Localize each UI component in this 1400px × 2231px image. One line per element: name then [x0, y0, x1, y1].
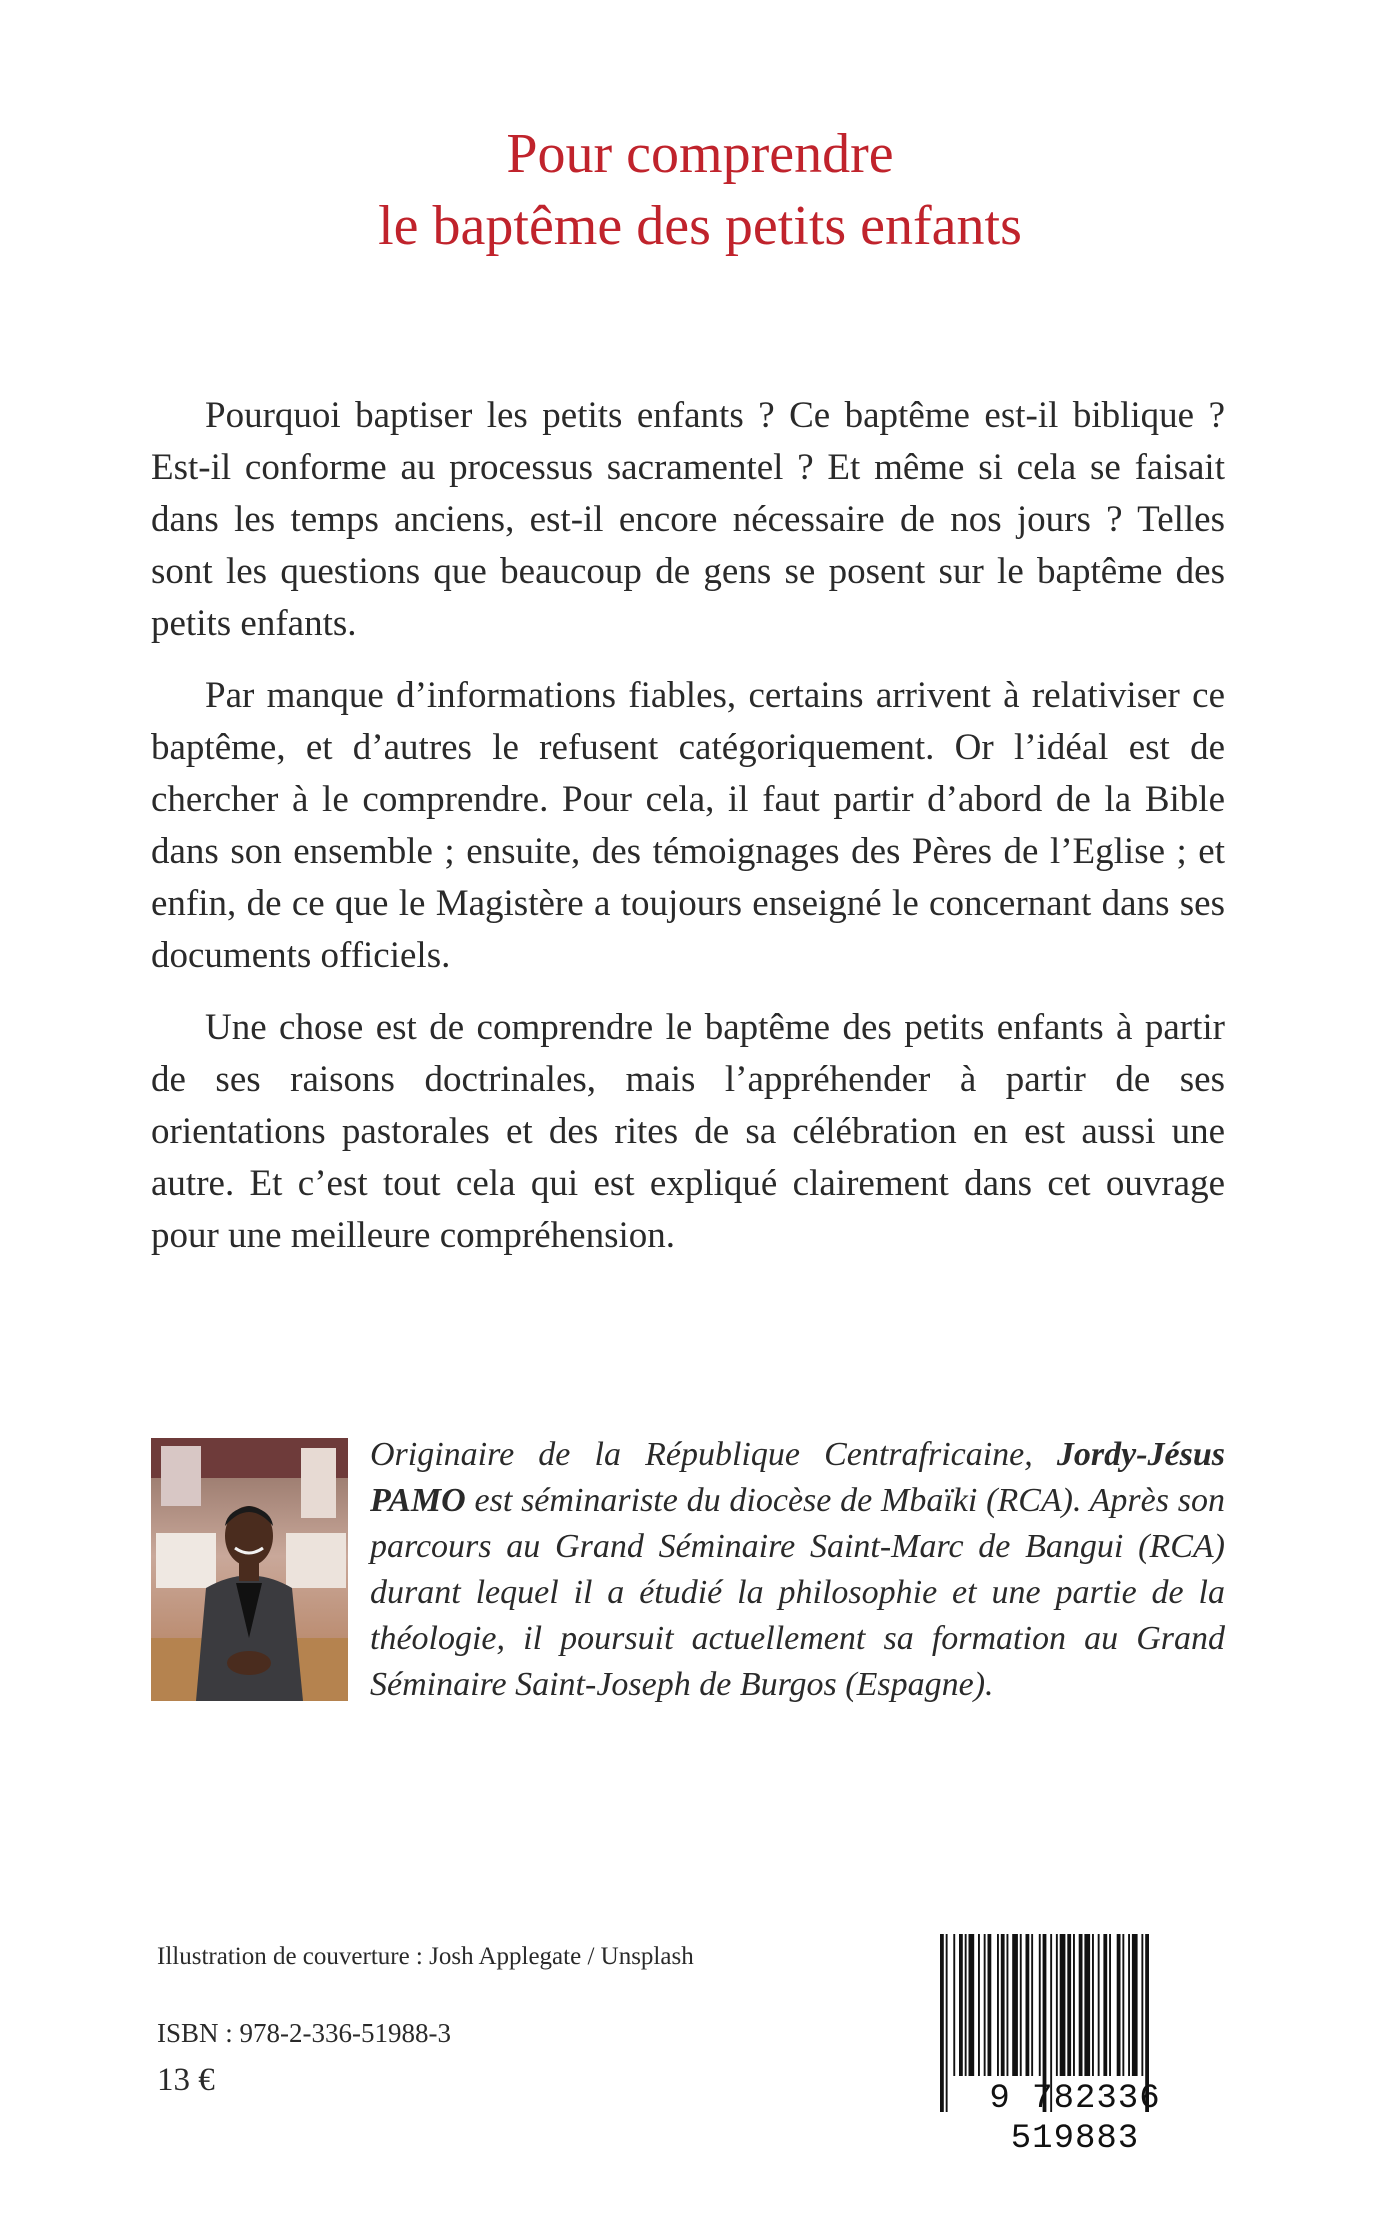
barcode-bar: [988, 1934, 992, 2076]
barcode-bar: [965, 1934, 967, 2076]
barcode-bar: [1117, 1934, 1121, 2076]
barcode-bar: [1141, 1934, 1143, 2076]
author-photo: [151, 1438, 348, 1701]
book-summary: [151, 390, 1225, 1282]
barcode-bar: [997, 1934, 999, 2076]
barcode-bar: [1056, 1934, 1058, 2076]
author-name: Jordy-Jésus PAMO: [370, 1436, 1225, 1519]
barcode-bar: [1098, 1934, 1100, 2076]
summary-paragraph-1: Pourquoi baptiser les petits enfants ? Ce baptême est-il biblique ? Est-il conforme au processus sacramentel ? Et même si cela se faisait dans les temps anciens, est-il encore nécessaire de nos jours ? Telles sont les questions que beaucoup de gens se posent sur le baptême des petits enfants.: [151, 395, 1225, 644]
isbn: ISBN : 978-2-336-51988-3: [157, 2018, 451, 2048]
price: 13 €: [157, 2062, 215, 2098]
barcode-bar: [959, 1934, 963, 2076]
author-bio: [370, 1432, 1225, 1708]
barcode-bar: [1073, 1934, 1075, 2076]
barcode-bar: [1067, 1934, 1071, 2076]
barcode-bar: [1020, 1934, 1022, 2076]
book-title: [0, 118, 1400, 262]
barcode-bar: [1103, 1934, 1107, 2076]
barcode-bar: [1092, 1934, 1094, 2076]
barcode-bar: [1084, 1934, 1090, 2076]
barcode-bar: [1007, 1934, 1009, 2076]
bio-details: est séminariste du diocèse de Mbaïki (RCA). Après son parcours au Grand Séminaire Saint-Marc de Bangui (RCA) durant lequel il a étudié la philosophie et une partie de la théologie, il poursuit actuellement sa formation au Grand Séminaire Saint-Joseph de Burgos (Espagne).: [370, 1482, 1225, 1703]
barcode-bar: [1031, 1934, 1033, 2076]
barcode-bar: [1132, 1934, 1138, 2076]
cover-credit: Illustration de couverture : Josh Applegate / Unsplash: [157, 1943, 694, 1970]
title-line-1: Pour comprendre: [506, 123, 894, 185]
barcode-bar: [1122, 1934, 1124, 2076]
barcode-bar: [1001, 1934, 1005, 2076]
barcode-bar: [953, 1934, 955, 2076]
barcode-bar: [1128, 1934, 1130, 2076]
barcode-digits: 9 782336 519883: [989, 2080, 1161, 2158]
summary-paragraph-2: Par manque d’informations fiables, certains arrivent à relativiser ce baptême, et d’autres le refusent catégoriquement. Or l’idéal est de chercher à le comprendre. Pour cela, il faut partir d’abord de la Bible dans son ensemble ; ensuite, des témoignages des Pères de l’Eglise ; et enfin, de ce que le Magistère a toujours enseigné le concernant dans ses documents officiels.: [151, 675, 1225, 976]
barcode-bar: [1079, 1934, 1083, 2076]
barcode-bar: [969, 1934, 975, 2076]
bio-intro: Originaire de la République Centrafricaine,: [370, 1436, 1057, 1473]
barcode-bar: [1012, 1934, 1018, 2076]
barcode-bar: [1109, 1934, 1111, 2076]
barcode-bar: [1026, 1934, 1030, 2076]
summary-paragraph-3: Une chose est de comprendre le baptême des petits enfants à partir de ses raisons doctrinales, mais l’appréhender à partir de ses orientations pastorales et des rites de sa célébration en est aussi une autre. Et c’est tout cela qui est expliqué clairement dans cet ouvrage pour une meilleure compréhension.: [151, 1007, 1225, 1256]
barcode-bar: [984, 1934, 986, 2076]
barcode-bar: [1039, 1934, 1041, 2076]
barcode-bar: [978, 1934, 980, 2076]
barcode-bar: [1060, 1934, 1066, 2076]
title-line-2: le baptême des petits enfants: [378, 195, 1022, 257]
